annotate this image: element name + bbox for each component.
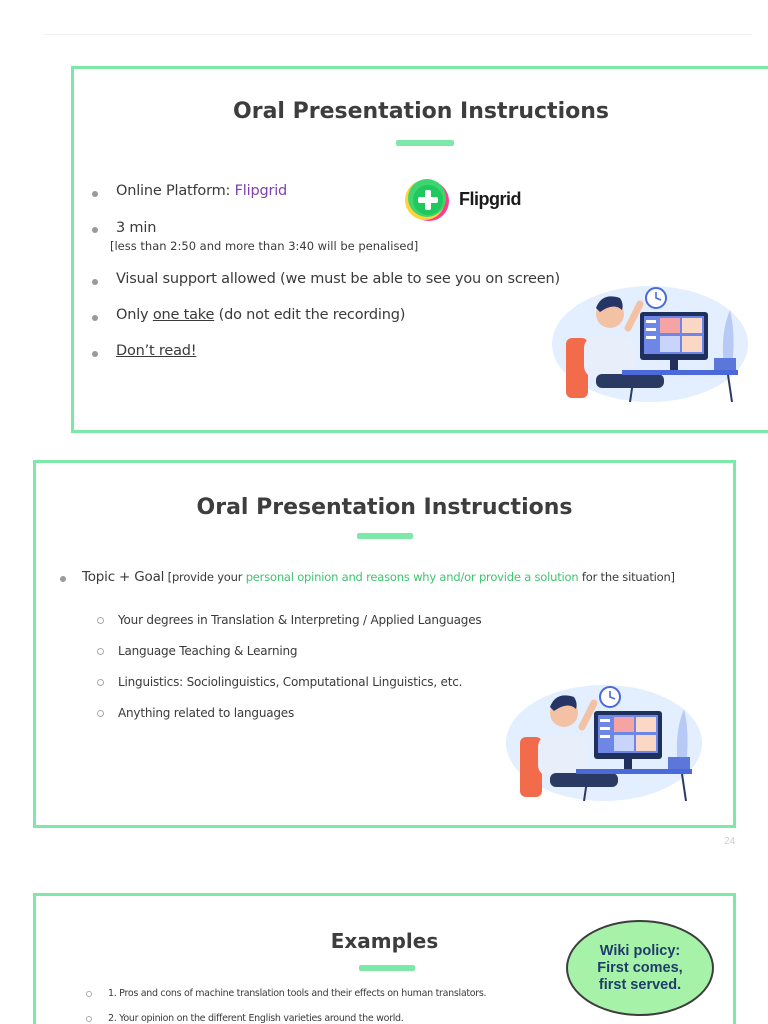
slide-title: Oral Presentation Instructions — [196, 495, 573, 520]
flipgrid-logo-icon — [404, 176, 452, 224]
bullet-platform — [116, 183, 287, 199]
bullet-visual-support: Visual support allowed (we must be able to see you on screen) — [116, 271, 560, 287]
topic-lead: Topic + Goal — [82, 569, 165, 585]
bullet-label: Online Platform: — [116, 183, 235, 199]
bullet-text-post: (do not edit the recording) — [214, 307, 406, 323]
bullet-one-take — [116, 307, 405, 323]
bullet-dot — [92, 227, 98, 233]
bullet-dont-read: Don’t read! — [116, 343, 197, 359]
sub-bullet-ring — [86, 1016, 92, 1022]
page-number: 24 — [724, 836, 736, 847]
topic-text-post: for the situation] — [578, 570, 675, 584]
topic-item: Your degrees in Translation & Interpreting / Applied Languages — [118, 613, 482, 627]
flipgrid-logo — [404, 176, 534, 224]
topic-text-pre: [provide your — [164, 570, 246, 584]
sub-bullet-ring — [97, 617, 104, 624]
bullet-dot — [92, 191, 98, 197]
bullet-dot — [60, 576, 66, 582]
sub-bullet-ring — [97, 648, 104, 655]
bullet-text-emph: one take — [152, 307, 215, 323]
title-accent-bar — [396, 140, 454, 146]
video-call-illustration — [506, 673, 706, 801]
bullet-label: 3 min — [116, 220, 157, 236]
slide-oral-presentation-1 — [71, 66, 768, 433]
platform-link[interactable]: Flipgrid — [234, 183, 288, 199]
callout-text: Wiki policy: First comes, first served. — [597, 942, 683, 993]
title-accent-bar — [357, 533, 413, 539]
sub-bullet-ring — [97, 710, 104, 717]
bullet-text-pre: Only — [116, 307, 153, 323]
top-divider — [44, 34, 752, 35]
topic-item: Anything related to languages — [118, 706, 295, 720]
duration-note: [less than 2:50 and more than 3:40 will be penalised] — [110, 239, 419, 253]
title-accent-bar — [359, 965, 415, 971]
flipgrid-logo-text: Flipgrid — [459, 189, 521, 209]
sub-bullet-ring — [86, 991, 92, 997]
bullet-dot — [92, 315, 98, 321]
slide-title: Examples — [330, 929, 439, 953]
bullet-dot — [92, 279, 98, 285]
video-call-illustration — [552, 274, 752, 402]
topic-item: Linguistics: Sociolinguistics, Computational Linguistics, etc. — [118, 675, 463, 689]
example-item: 2. Your opinion on the different English varieties around the world. — [108, 1013, 404, 1024]
bullet-dot — [92, 351, 98, 357]
slide-title: Oral Presentation Instructions — [233, 99, 609, 124]
topic-item: Language Teaching & Learning — [118, 644, 298, 658]
bullet-duration — [116, 220, 156, 236]
bullet-topic-goal — [82, 569, 675, 585]
wiki-policy-callout — [566, 920, 714, 1016]
slide-oral-presentation-2 — [33, 460, 736, 828]
sub-bullet-ring — [97, 679, 104, 686]
example-item: 1. Pros and cons of machine translation tools and their effects on human translators. — [108, 988, 487, 999]
topic-highlight: personal opinion and reasons why and/or provide a solution — [245, 570, 579, 584]
